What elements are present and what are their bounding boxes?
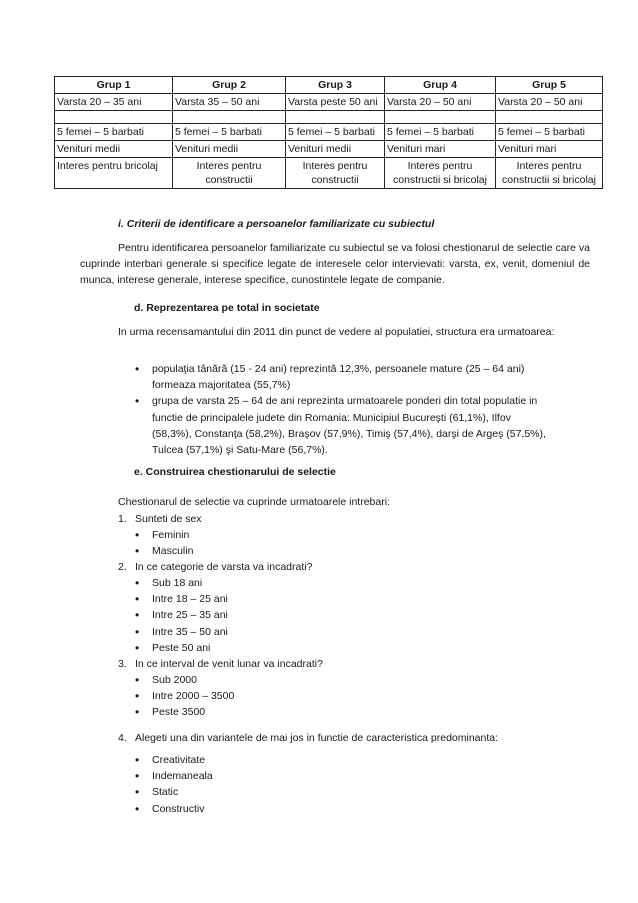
list-item: • Intre 35 – 50 ani [132,624,228,640]
list-item: • Feminin [132,527,193,543]
table-row-income [55,141,603,158]
list-item: • Masculin [132,543,193,559]
table-cell: Interes pentru bricolaj [55,158,173,189]
question-number: 3. [118,658,127,670]
question-number: 1. [118,513,127,525]
table-header-cell: Grup 1 [55,77,173,94]
table-cell: Varsta 20 – 35 ani [55,94,173,111]
table-cell: 5 femei – 5 barbati [385,124,496,141]
questionnaire-intro: Chestionarul de selectie va cuprinde urmatoarele intrebari: [118,496,390,508]
groups-table [54,76,603,189]
table-cell: 5 femei – 5 barbati [496,124,603,141]
list-item: • Static [132,784,213,800]
question-2-options [132,575,228,656]
list-item: • Peste 50 ani [132,640,228,656]
table-cell: Varsta peste 50 ani [286,94,385,111]
question-number: 4. [118,732,127,744]
table-cell: Venituri medii [55,141,173,158]
table-header-cell: Grup 5 [496,77,603,94]
question-4-options [132,752,213,817]
table-cell: Interes pentru constructii si bricolaj [385,158,496,189]
table-header-row [55,77,603,94]
question-text: Alegeti una din variantele de mai jos in functie de caracteristica predominanta: [135,732,499,744]
question-1 [118,511,202,527]
list-item: • Peste 3500 [132,704,234,720]
question-3-options [132,672,234,721]
section-i-paragraph: Pentru identificarea persoanelor familiarizate cu subiectul se va folosi chestionarul de selectie care va cuprinde interbari generale si specifice legate de interesele celor intervievati: varsta, ex, venit, domeniul de munca, interese generale, interese specifice, cunostintele legate de companie. [80,242,590,287]
list-item: • grupa de varsta 25 – 64 de ani reprezinta urmatoarele ponderi din total populatie in functie de principalele judete din Romania: Municipiul Bucureşti (61,1%), Ilfov (58,3%), Constanţa (58,2%), Braşov (57,9%), Timiş (57,4%), darşi de Argeş (57,5%), Tulcea (57,1%) şi Satu-Mare (56,7%). [132,393,547,458]
question-text: In ce interval de venit lunar va incadrati? [135,658,323,670]
table-cell: Venituri medii [286,141,385,158]
table-row-age [55,94,603,111]
question-text: Sunteti de sex [135,513,202,525]
list-item: • Intre 25 – 35 ani [132,607,228,623]
table-cell: Venituri mari [496,141,603,158]
list-item: • Sub 18 ani [132,575,228,591]
list-item: • Constructiv [132,801,213,817]
table-header-cell: Grup 4 [385,77,496,94]
table-row-gender [55,124,603,141]
section-e-heading: e. Construirea chestionarului de selectie [134,466,336,478]
question-4 [118,730,498,746]
table-spacer-row [55,111,603,124]
list-item: • Sub 2000 [132,672,234,688]
list-item: • Intre 2000 – 3500 [132,688,234,704]
table-cell: Venituri medii [173,141,286,158]
question-text: In ce categorie de varsta va incadrati? [135,561,313,573]
section-d-paragraph: In urma recensamantului din 2011 din punct de vedere al populatiei, structura era urmatoarea: [118,326,555,338]
table-cell: Interes pentru constructii [173,158,286,189]
table-header-cell: Grup 3 [286,77,385,94]
section-i-heading: i. Criterii de identificare a persoanelor familiarizate cu subiectul [118,218,435,230]
table-cell: 5 femei – 5 barbati [286,124,385,141]
list-item: • Indemaneala [132,768,213,784]
table-cell: Interes pentru constructii [286,158,385,189]
table-cell: Varsta 20 – 50 ani [385,94,496,111]
table-cell: Interes pentru constructii si bricolaj [496,158,603,189]
table-cell: 5 femei – 5 barbati [173,124,286,141]
section-d-bullet-list [132,361,547,458]
question-1-options [132,527,193,559]
table-header-cell: Grup 2 [173,77,286,94]
question-2 [118,559,312,575]
list-item: • Intre 18 – 25 ani [132,591,228,607]
table-cell: Varsta 20 – 50 ani [496,94,603,111]
table-cell: Venituri mari [385,141,496,158]
list-item: • populaţia tânără (15 - 24 ani) reprezintă 12,3%, persoanele mature (25 – 64 ani) formeaza majoritatea (55,7%) [132,361,547,393]
table-cell: 5 femei – 5 barbati [55,124,173,141]
question-number: 2. [118,561,127,573]
question-3 [118,656,323,672]
list-item: • Creativitate [132,752,213,768]
table-row-interest [55,158,603,189]
section-d-heading: d. Reprezentarea pe total in societate [134,302,320,314]
table-cell: Varsta 35 – 50 ani [173,94,286,111]
